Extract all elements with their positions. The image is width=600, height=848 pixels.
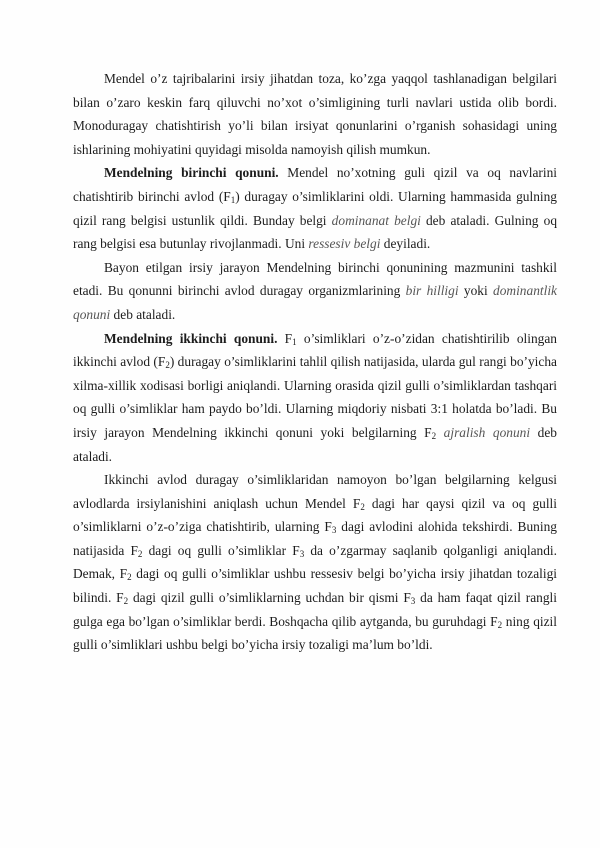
section-heading-first-law: Mendelning birinchi qonuni. (104, 165, 279, 181)
subscript: 3 (331, 525, 337, 536)
paragraph-first-law (73, 161, 557, 255)
text-run: ning qizil gulli o’simliklari ushbu belgi bo’yicha irsiy tozaligi ma’lum bo’ldi. (73, 613, 557, 653)
text-run: deb ataladi. Gulning oq rang belgisi esa butunlay rivojlanmadi. Uni (73, 212, 558, 252)
paragraph-intro (73, 67, 557, 161)
text-run: dagi har qaysi qizil va oq gulli o’simliklarni o’z-o’ziga chatishtirib, ularning F (73, 495, 557, 535)
paragraph-text: Mendel o’z tajribalarini irsiy jihatdan toza, ko’zga yaqqol tashlanadigan belgilari bilan o’zaro keskin farq qiluvchi no’xot o’simligining turli navlari ustida olib bordi. Monoduragay chatishtirish yo’li bilan irsiyat qonunlarini o’rganish sohasidagi uning ishlarining mohiyatini quyidagi misolda namoyish qilish mumkun. (73, 71, 557, 157)
subscript: 2 (137, 548, 143, 559)
subscript: 3 (410, 596, 416, 607)
subscript: 2 (123, 596, 129, 607)
subscript: 2 (360, 501, 365, 512)
text-run: ) duragay o’simliklarini oldi. Ularning hammasida gulning qizil rang belgisi ustunlik qildi. Bunday belgi (73, 188, 558, 228)
text-run: Ikkinchi avlod duragay o’simliklaridan namoyon bo’lgan belgilarning kelgusi avlodlarda irsiylanishini aniqlash uchun Mendel F (73, 472, 557, 511)
text-run: da ham faqat qizil rangli gulga ega bo’lgan o’simliklar berdi. Boshqacha qilib aytganda, bu guruhdagi F (73, 590, 557, 629)
text-run: deb ataladi. (110, 306, 176, 322)
subscript: 2 (127, 572, 132, 583)
term-dominant-trait: dominanat belgi (331, 212, 421, 228)
subscript: 2 (431, 430, 437, 441)
subscript: 3 (299, 548, 305, 559)
text-run: F (277, 330, 293, 346)
paragraph-f3-analysis (73, 468, 557, 657)
text-run: dagi qizil gulli o’simliklarning uchdan bir qismi F (128, 590, 411, 606)
subscript: 1 (230, 194, 236, 205)
term-dominance-law: dominantlik qonuni (73, 283, 557, 322)
text-run: deyiladi. (380, 236, 431, 252)
term-segregation-law: ajralish qonuni (443, 424, 531, 440)
term-uniformity: bir hilligi (405, 283, 459, 299)
text-run: ) duragay o’simliklarini tahlil qilish natijasida, ularda gul rangi bo’yicha xilma-xillik xodisasi borligi aniqlandi. Ularning orasida qizil gulli o’simliklardan tashqari oq gulli o’simliklar ham paydo bo’ldi. Ularning miqdoriy nisbati 3:1 holatda bo’ladi. Bu irsiy jarayon Mendelning ikkinchi qonuni yoki belgilarning F (73, 354, 557, 440)
text-run: o’simliklari o’z-o’zidan chatishtirilib olingan ikkinchi avlod (F (73, 330, 557, 370)
term-recessive-trait: ressesiv belgi (308, 236, 381, 252)
section-heading-second-law: Mendelning ikkinchi qonuni. (104, 330, 278, 346)
subscript: 2 (497, 619, 503, 630)
subscript: 2 (165, 360, 170, 371)
text-run: dagi oq gulli o’simliklar ushbu ressesiv belgi bo’yicha irsiy jihatdan tozaligi bilindi. F (73, 566, 557, 606)
text-run: yoki (458, 283, 494, 299)
text-run: dagi avlodini alohida tekshirdi. Buning natijasida F (73, 519, 557, 558)
paragraph-second-law (73, 327, 557, 469)
text-run: Mendel no’xotning guli qizil va oq navlarini chatishtirib birinchi avlod (F (73, 165, 557, 204)
document-body (73, 67, 557, 657)
subscript: 1 (292, 336, 297, 347)
text-run: Bayon etilgan irsiy jarayon Mendelning birinchi qonunining mazmunini tashkil etadi. Bu qonunni birinchi avlod duragay organizmlarining (73, 259, 557, 299)
paragraph-first-law-summary (73, 256, 557, 327)
text-run: dagi oq gulli o’simliklar F (142, 542, 300, 558)
text-run: deb ataladi. (73, 424, 557, 464)
text-run (436, 425, 444, 440)
text-run: da o’zgarmay saqlanib qolganligi aniqlandi. Demak, F (73, 542, 557, 582)
